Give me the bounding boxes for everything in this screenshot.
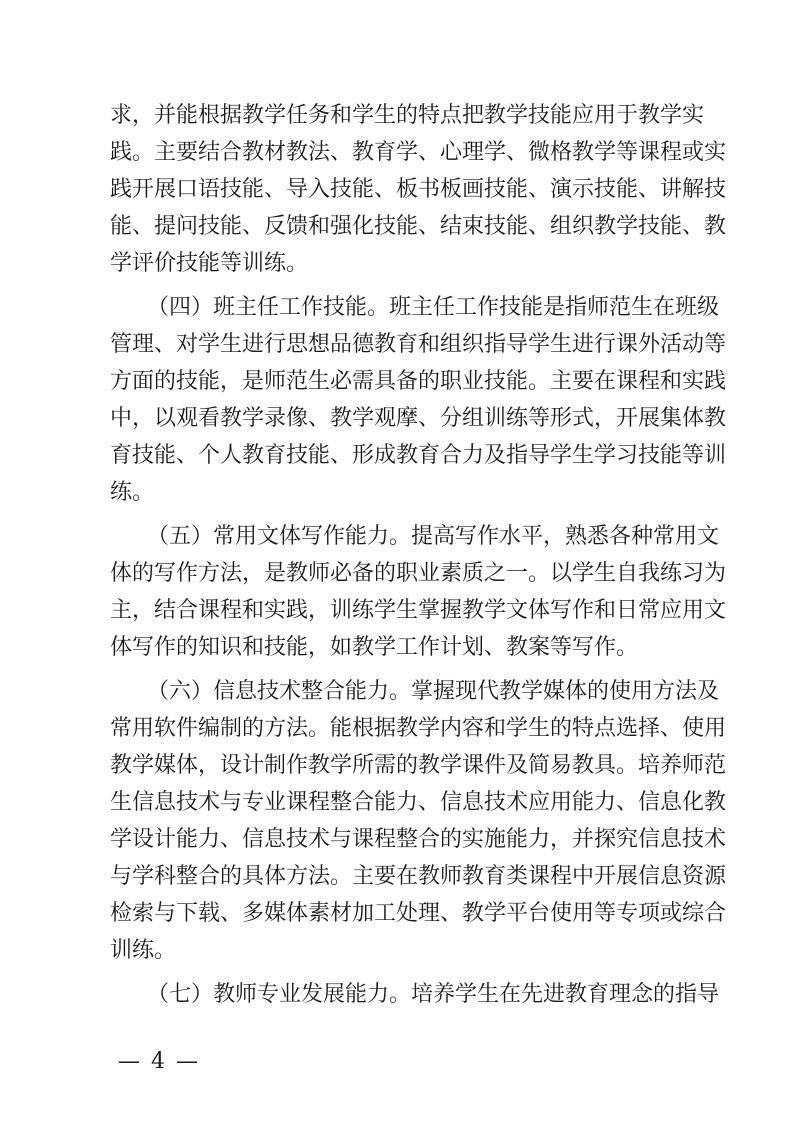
text-line: 学设计能力、信息技术与课程整合的实施能力，并探究信息技术 bbox=[110, 827, 727, 852]
text-line: 践开展口语技能、导入技能、板书板画技能、演示技能、讲解技 bbox=[110, 177, 727, 202]
text-line: 育技能、个人教育技能、形成教育合力及指导学生学习技能等训 bbox=[110, 443, 727, 468]
text-line: 训练。 bbox=[110, 938, 177, 963]
text-line: 体写作的知识和技能，如教学工作计划、教案等写作。 bbox=[110, 635, 639, 660]
text-line: （四）班主任工作技能。班主任工作技能是指师范生在班级 bbox=[147, 295, 720, 320]
text-line: （五）常用文体写作能力。提高写作水平，熟悉各种常用文 bbox=[147, 524, 720, 549]
paragraph-section-5 bbox=[110, 518, 727, 666]
text-line: 方面的技能，是师范生必需具备的职业技能。主要在课程和实践 bbox=[110, 369, 727, 394]
paragraph-section-7 bbox=[110, 976, 720, 1013]
text-line: 中，以观看教学录像、教学观摩、分组训练等形式，开展集体教 bbox=[110, 406, 727, 431]
text-line: 教学媒体，设计制作教学所需的教学课件及简易教具。培养师范 bbox=[110, 753, 727, 778]
text-line: 检索与下载、多媒体素材加工处理、教学平台使用等专项或综合 bbox=[110, 901, 727, 926]
text-line: 能、提问技能、反馈和强化技能、结束技能、组织教学技能、教 bbox=[110, 214, 727, 239]
text-line: 常用软件编制的方法。能根据教学内容和学生的特点选择、使用 bbox=[110, 716, 727, 741]
text-line: 与学科整合的具体方法。主要在教师教育类课程中开展信息资源 bbox=[110, 864, 727, 889]
text-line: （七）教师专业发展能力。培养学生在先进教育理念的指导 bbox=[147, 982, 720, 1007]
text-line: 学评价技能等训练。 bbox=[110, 251, 309, 276]
text-line: 践。主要结合教材教法、教育学、心理学、微格教学等课程或实 bbox=[110, 140, 727, 165]
text-line: 生信息技术与专业课程整合能力、信息技术应用能力、信息化教 bbox=[110, 790, 727, 815]
paragraph-section-4 bbox=[110, 289, 727, 511]
paragraph-section-6 bbox=[110, 673, 727, 969]
body-text bbox=[110, 97, 727, 1013]
text-line: 练。 bbox=[110, 480, 155, 505]
text-line: 求，并能根据教学任务和学生的特点把教学技能应用于教学实 bbox=[110, 103, 705, 128]
text-line: 主，结合课程和实践，训练学生掌握教学文体写作和日常应用文 bbox=[110, 598, 727, 623]
page-number: — 4 — bbox=[118, 1049, 200, 1074]
text-line: 管理、对学生进行思想品德教育和组织指导学生进行课外活动等 bbox=[110, 332, 727, 357]
text-line: （六）信息技术整合能力。掌握现代教学媒体的使用方法及 bbox=[147, 679, 720, 704]
paragraph-continuation bbox=[110, 97, 727, 282]
text-line: 体的写作方法，是教师必备的职业素质之一。以学生自我练习为 bbox=[110, 561, 727, 586]
